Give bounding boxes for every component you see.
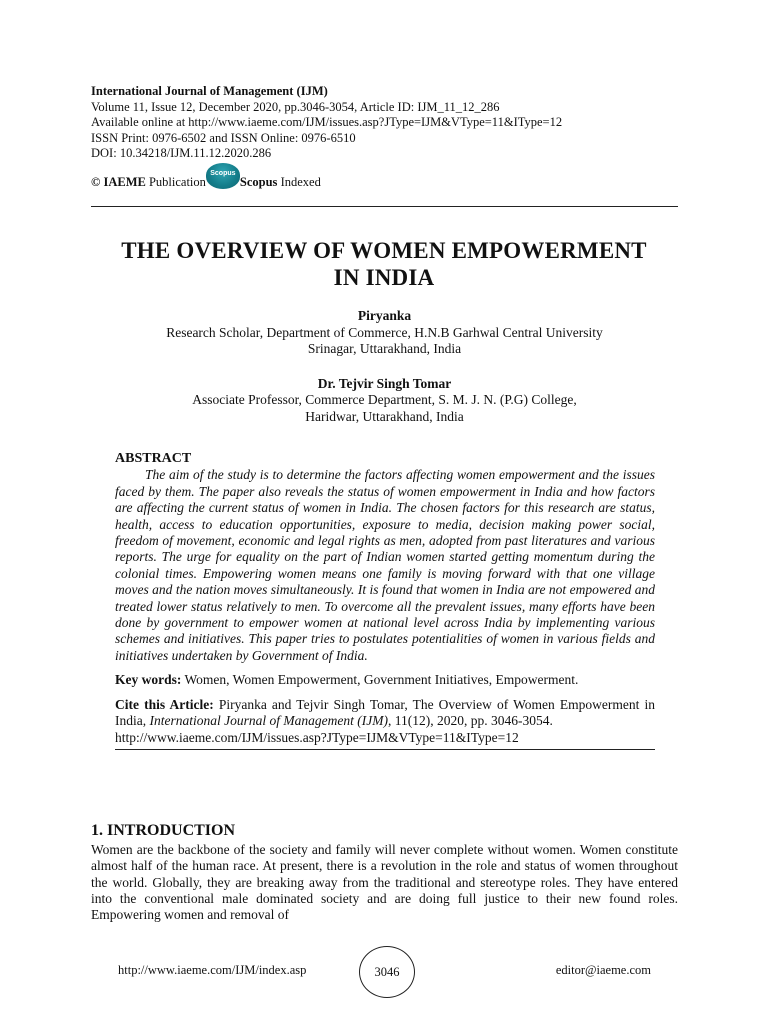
introduction-heading: 1. INTRODUCTION bbox=[91, 822, 236, 839]
journal-header bbox=[91, 84, 691, 196]
author-affiliation: Associate Professor, Commerce Department, S. M. J. N. (P.G) College, bbox=[192, 392, 577, 407]
cite-this-article bbox=[115, 697, 655, 746]
doi-line: DOI: 10.34218/IJM.11.12.2020.286 bbox=[91, 146, 272, 160]
journal-name: International Journal of Management (IJM) bbox=[91, 84, 328, 98]
keywords bbox=[115, 672, 655, 688]
keywords-text: Women, Women Empowerment, Government Initiatives, Empowerment. bbox=[181, 672, 579, 688]
cite-label: Cite this Article: bbox=[115, 696, 214, 712]
author-name: Dr. Tejvir Singh Tomar bbox=[317, 375, 452, 391]
header-divider bbox=[91, 206, 678, 207]
cite-journal: International Journal of Management (IJM) bbox=[149, 713, 388, 729]
footer-email-link[interactable]: editor@iaeme.com bbox=[555, 963, 651, 977]
scopus-logo-icon: Scopus bbox=[206, 163, 240, 189]
paper-title bbox=[60, 237, 708, 291]
author-affiliation: Srinagar, Uttarakhand, India bbox=[307, 341, 462, 356]
author-list bbox=[91, 308, 678, 425]
introduction-text: Women are the backbone of the society and family will never complete without women. Women constitute almost half of the human race. At present, there is a revolution in the role and status of women throughout the world. Globally, they are breaking away from the traditional and stereotype roles. They have entered into the conventional male dominated society and are doing full justice to their new found roles. Empowering women and removal of bbox=[91, 842, 678, 923]
author-name: Piryanka bbox=[357, 308, 412, 323]
cite-details: , 11(12), 2020, pp. 3046-3054. bbox=[387, 713, 553, 729]
publisher-name: © IAEME bbox=[91, 174, 146, 189]
volume-line: Volume 11, Issue 12, December 2020, pp.3046-3054, Article ID: IJM_11_12_286 bbox=[91, 99, 500, 114]
author-block bbox=[91, 376, 678, 426]
abstract-heading: ABSTRACT bbox=[115, 451, 192, 466]
abstract-section bbox=[115, 451, 655, 750]
keywords-label: Key words: bbox=[115, 672, 182, 688]
publisher-text bbox=[91, 175, 206, 191]
abstract-text: The aim of the study is to determine the factors affecting women empowerment and the issues faced by them. The paper also reveals the status of women empowerment in India and how factors are affecting the current status of women in India. The chosen factors for this research are status, health, access to education opportunities, exposure to media, decision making power social, freedom of movement, economic and legal rights as men, adopted from past literatures and various reports. The urge for equality on the part of Indian women started getting momentum during the colonial times. Empowering women means one family is moving forward with that one village moves and the nation moves simultaneously. It is found that women in India are not empowered and treated lower status relatively to men. To overcome all the prevalent issues, many efforts have been done by government to empower women at national level across India by implementing various schemes and initiatives. This paper tries to postulates potentialities of women in various fields and initiatives undertaken by Government of India. bbox=[115, 467, 655, 663]
title-line-1: THE OVERVIEW OF WOMEN EMPOWERMENT bbox=[121, 238, 647, 263]
scopus-indexed-bold: Scopus bbox=[239, 174, 278, 189]
author-affiliation: Haridwar, Uttarakhand, India bbox=[305, 408, 464, 424]
scopus-indexed-suffix: Indexed bbox=[277, 174, 321, 189]
page-footer bbox=[91, 946, 678, 1000]
cite-url-link[interactable]: http://www.iaeme.com/IJM/issues.asp?JType=IJM&VType=11&IType=12 bbox=[115, 729, 519, 745]
available-online-line: Available online at http://www.iaeme.com/IJM/issues.asp?JType=IJM&VType=11&IType=12 bbox=[91, 115, 563, 129]
title-line-2: IN INDIA bbox=[333, 265, 435, 290]
author-block bbox=[91, 308, 678, 358]
author-affiliation: Research Scholar, Department of Commerce, H.N.B Garhwal Central University bbox=[166, 324, 603, 340]
page-number: 3046 bbox=[359, 946, 415, 998]
cite-text: Piryanka and Tejvir Singh Tomar, The Overview of Women Empowerment in India, bbox=[115, 696, 655, 729]
publisher-line bbox=[91, 170, 691, 196]
scopus-indexed-text bbox=[240, 175, 321, 191]
issn-line: ISSN Print: 0976-6502 and ISSN Online: 0976-6510 bbox=[91, 130, 356, 145]
abstract-divider bbox=[115, 749, 655, 750]
introduction-section bbox=[91, 823, 678, 923]
footer-url-link[interactable]: http://www.iaeme.com/IJM/index.asp bbox=[118, 963, 307, 977]
publisher-suffix: Publication bbox=[145, 174, 206, 189]
